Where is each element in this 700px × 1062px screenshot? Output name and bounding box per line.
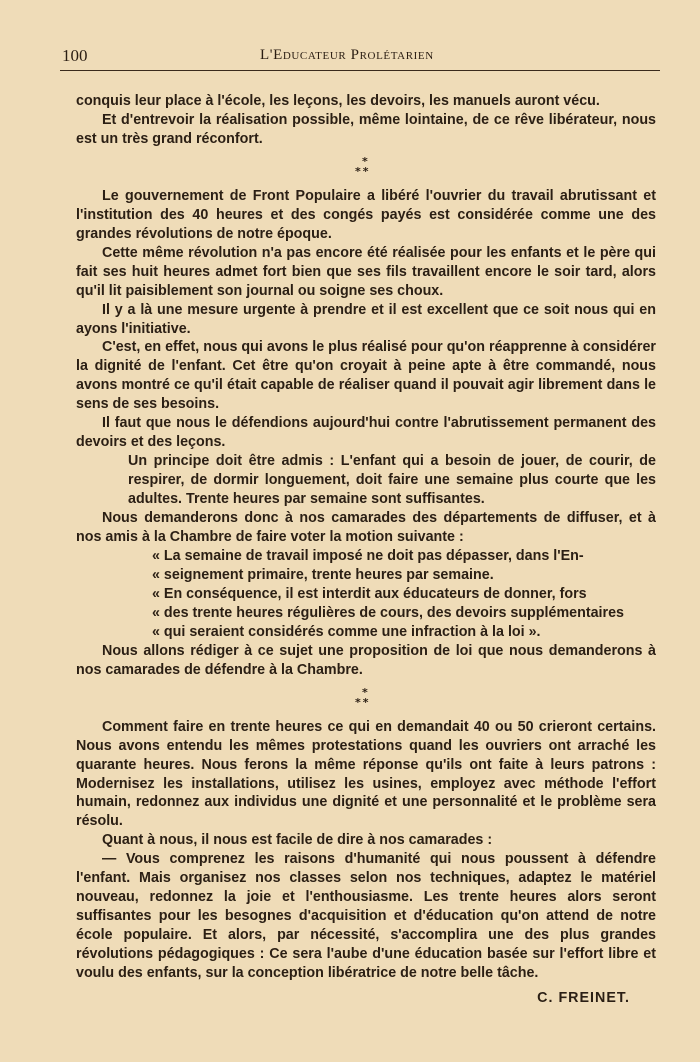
running-title: L'Educateur Prolétarien <box>260 47 434 63</box>
paragraph: C'est, en effet, nous qui avons le plus réalisé pour qu'on réapprenne à considérer la dignité de l'enfant. Cet être qu'on croyait à peine apte à être commandé, nous avons montré ce qu'il était capable de réaliser quand il pouvait agir librement dans le sens de ses besoins. <box>76 339 656 413</box>
motion-line: « qui seraient considérés comme une infraction à la loi ». <box>152 623 541 640</box>
motion-line: « seignement primaire, trente heures par semaine. <box>152 566 494 583</box>
paragraph: Quant à nous, il nous est facile de dire à nos camarades : <box>102 832 493 849</box>
section-separator <box>76 680 656 718</box>
principle-paragraph: Un principe doit être admis : L'enfant qui a besoin de jouer, de courir, de respirer, de dormir longuement, doit faire une semaine plus courte que les adultes. Trente heures par semaine sont suffisantes. <box>128 453 656 508</box>
page-number: 100 <box>62 46 88 65</box>
paragraph: conquis leur place à l'école, les leçons, les devoirs, les manuels auront vécu. <box>76 93 600 109</box>
section-separator <box>76 149 656 187</box>
paragraph: Le gouvernement de Front Populaire a libéré l'ouvrier du travail abrutissant et l'institution des 40 heures et des congés payés est considérée comme une des grandes révolutions de notre époque. <box>76 187 656 242</box>
paragraph: Il y a là une mesure urgente à prendre et il est excellent que ce soit nous qui en ayons l'initiative. <box>76 301 656 337</box>
paragraph: Nous demanderons donc à nos camarades des départements de diffuser, et à nos amis à la Chambre de faire voter la motion suivante : <box>76 510 656 546</box>
asterisk-pair: ** <box>355 164 371 178</box>
paragraph: Comment faire en trente heures ce qui en demandait 40 ou 50 crieront certains. Nous avons entendu les mêmes protestations quand les ouvriers ont arraché les quarante heures. Nous ferons la même réponse qu'ils ont faite à leurs patrons : Modernisez les installations, utilisez les usines, employez avec méthode l'effort humain, redonnez aux individus une dignité et une personnalité et le problème sera résolu. <box>76 718 656 830</box>
signature: C. FREINET. <box>537 989 630 1006</box>
motion-line: « des trente heures régulières de cours, des devoirs supplémentaires <box>152 604 624 621</box>
paragraph: Nous allons rédiger à ce sujet une proposition de loi que nous demanderons à nos camarades de défendre à la Chambre. <box>76 642 656 678</box>
paragraph: — Vous comprenez les raisons d'humanité qui nous poussent à défendre l'enfant. Mais organisez nos classes selon nos techniques, adaptez le matériel nouveau, redonnez la joie et l'enthousiasme. Les trente heures alors seront suffisantes pour les besognes d'acquisition et d'éducation qu'on attend de notre école populaire. Et alors, par nécessité, s'accomplira une des plus grandes révolutions pédagogiques : Ce sera l'aube d'une éducation basée sur l'effort libre et voulu des enfants, sur la conception libératrice de notre belle tâche. <box>76 851 656 982</box>
article-body <box>76 92 656 1008</box>
asterisk: * <box>362 154 368 168</box>
motion-line: « La semaine de travail imposé ne doit pas dépasser, dans l'En- <box>152 547 584 564</box>
motion-line: « En conséquence, il est interdit aux éducateurs de donner, fors <box>152 585 587 602</box>
paragraph: Et d'entrevoir la réalisation possible, même lointaine, de ce rêve libérateur, nous est un très grand réconfort. <box>76 111 656 147</box>
page-header <box>60 42 660 71</box>
asterisk: * <box>362 685 368 699</box>
paragraph: Il faut que nous le défendions aujourd'hui contre l'abrutissement permanent des devoirs et des leçons. <box>76 415 656 451</box>
paragraph: Cette même révolution n'a pas encore été réalisée pour les enfants et le père qui fait ses huit heures admet fort bien que ses fils travaillent encore le soir tard, alors qu'il lit paisiblement son journal ou soigne ses choux. <box>76 244 656 299</box>
asterisk-pair: ** <box>355 695 371 709</box>
